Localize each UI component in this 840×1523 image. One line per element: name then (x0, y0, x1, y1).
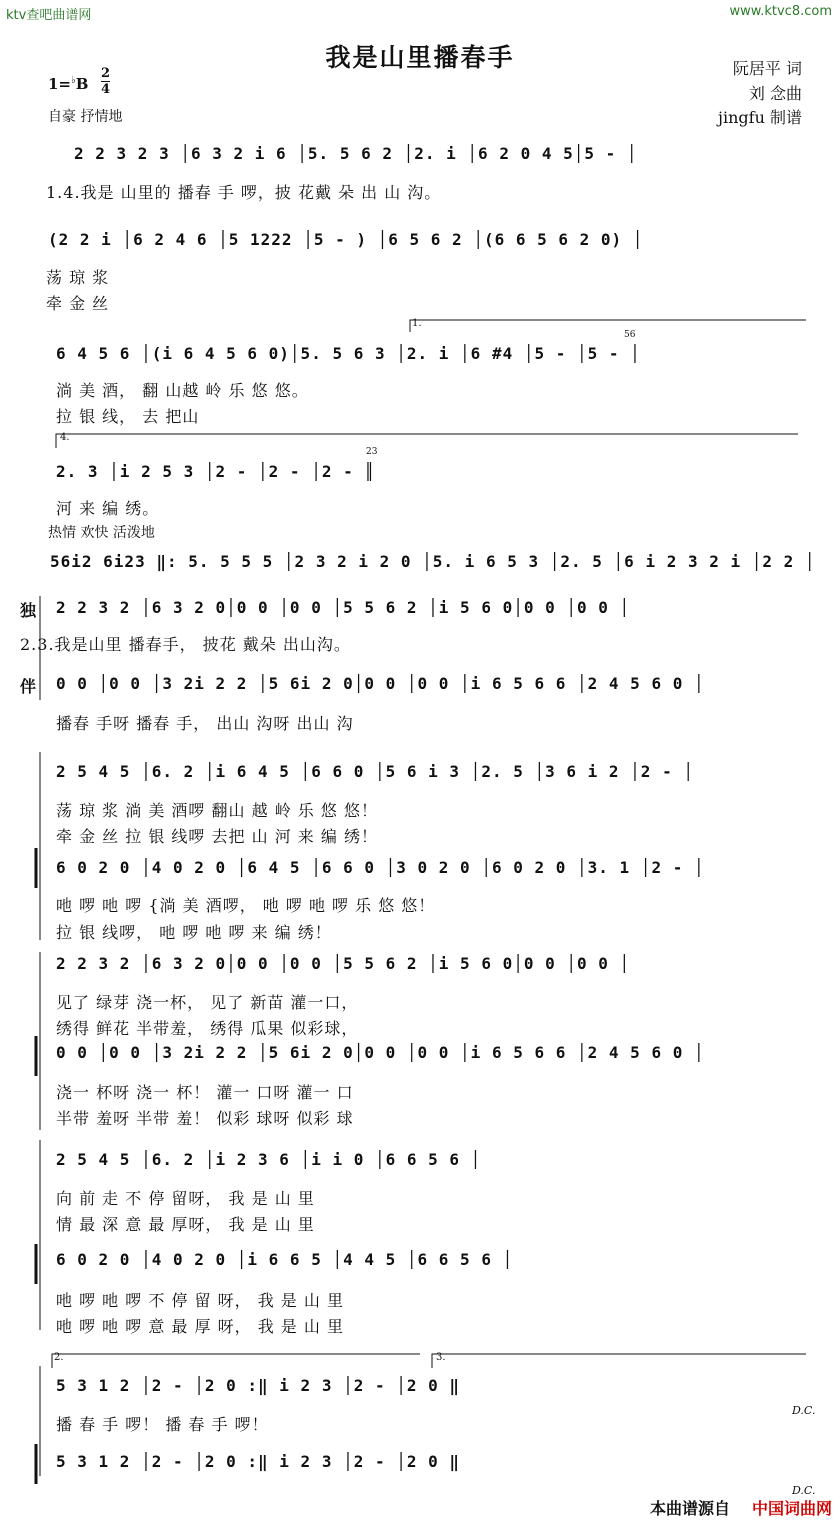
lyrics-row-11b: 半带 羞呀 半带 羞！ 似彩 球呀 似彩 球 (56, 1109, 354, 1128)
lyricist-credit: 阮居平 词 (732, 59, 802, 78)
lyrics-row-6: 2.3.我是山里 播春手， 披花 戴朵 出山沟。 (20, 635, 351, 654)
lyrics-row-2b: 牵 金 丝 (46, 294, 110, 313)
notation-row-7: 0 0 │0 0 │3 2i 2 2 │5 6i 2 0│0 0 │0 0 │i 6 5 6 6 │2 4 5 6 0 │ (56, 674, 705, 693)
key-signature: 1=♭B (48, 75, 89, 93)
lyrics-row-12a: 向 前 走 不 停 留呀， 我 是 山 里 (56, 1189, 315, 1208)
lyrics-row-4: 河 来 编 绣。 (56, 499, 160, 518)
notation-row-15: 5 3 1 2 │2 - │2 0 :‖ i 2 3 │2 - │2 0 ‖ (56, 1452, 461, 1471)
ending-4-marker: 4. (60, 432, 70, 443)
lyrics-row-12b: 情 最 深 意 最 厚呀， 我 是 山 里 (56, 1215, 315, 1234)
notation-row-10: 2 2 3 2 │6 3 2 0│0 0 │0 0 │5 5 6 2 │i 5 6 0│0 0 │0 0 │ (56, 954, 631, 973)
lyrics-row-8b: 牵 金 丝 拉 银 线啰 去把 山 河 来 编 绣！ (56, 827, 378, 846)
ending-2-marker: 2. (54, 1352, 64, 1363)
notation-row-9: 6 0 2 0 │4 0 2 0 │6 4 5 │6 6 0 │3 0 2 0 │6 0 2 0 │3. 1 │2 - │ (56, 858, 705, 877)
lyrics-row-9a: 吔 啰 吔 啰 {淌 美 酒啰， 吔 啰 吔 啰 乐 悠 悠！ (56, 896, 436, 915)
lyrics-row-9b: 拉 银 线啰， 吔 啰 吔 啰 来 编 绣！ (56, 923, 332, 942)
lyrics-row-2a: 荡 琼 浆 (46, 268, 110, 287)
composer-credit: 刘 念曲 (748, 84, 802, 103)
notation-row-4: 2. 3 │i 2 5 3 │2 - │2 - │2 - ║ (56, 462, 375, 481)
notation-row-2: (2 2 i │6 2 4 6 │5 1222 │5 - ) │6 5 6 2 │(6 6 5 6 2 0) │ (48, 230, 644, 249)
lyrics-row-1: 1.4.我是 山里的 播春 手 啰，披 花戴 朵 出 山 沟。 (46, 183, 442, 202)
song-title: 我是山里播春手 (325, 43, 515, 72)
notation-row-6: 2 2 3 2 │6 3 2 0│0 0 │0 0 │5 5 6 2 │i 5 6 0│0 0 │0 0 │ (56, 598, 631, 617)
transcriber-credit: jingfu 制谱 (718, 108, 802, 127)
ending-bracket-4 (56, 434, 798, 448)
notation-row-8: 2 5 4 5 │6. 2 │i 6 4 5 │6 6 0 │5 6 i 3 │2. 5 │3 6 i 2 │2 - │ (56, 762, 694, 781)
footer-source-label: 本曲谱源自 (649, 1499, 730, 1518)
lyrics-row-14: 播 春 手 啰！ 播 春 手 啰！ (56, 1415, 269, 1434)
lyrics-row-10b: 绣得 鲜花 半带羞， 绣得 瓜果 似彩球， (56, 1019, 359, 1038)
watermark-left: ktv查吧曲谱网 (6, 8, 92, 23)
expression-marking: 自豪 抒情地 (48, 109, 123, 125)
accompaniment-label: 伴 (20, 677, 37, 696)
ending-bracket-1 (410, 320, 806, 332)
grace-note-2: 23 (366, 447, 378, 457)
ending-1-marker: 1. (412, 318, 422, 329)
lyrics-row-13b: 吔 啰 吔 啰 意 最 厚 呀， 我 是 山 里 (56, 1317, 344, 1336)
lyrics-row-10a: 见了 绿芽 浇一杯， 见了 新苗 灌一口， (56, 993, 359, 1012)
notation-row-5: 56i2 6i23 ‖: 5. 5 5 5 │2 3 2 i 2 0 │5. i 6 5 3 │2. 5 │6 i 2 3 2 i │2 2 │ (50, 552, 816, 571)
time-signature: 2 4 (101, 66, 111, 97)
notation-row-11: 0 0 │0 0 │3 2i 2 2 │5 6i 2 0│0 0 │0 0 │i 6 5 6 6 │2 4 5 6 0 │ (56, 1043, 705, 1062)
lyrics-row-3a: 淌 美 酒， 翻 山越 岭 乐 悠 悠。 (56, 381, 309, 400)
notation-row-1: 2 2 3 2 3 │6 3 2 i 6 │5. 5 6 2 │2. i │6 2 0 4 5│5 - │ (74, 144, 638, 163)
lyrics-row-8a: 荡 琼 浆 淌 美 酒啰 翻山 越 岭 乐 悠 悠！ (56, 801, 378, 820)
dc-marker-2: D.C. (792, 1484, 816, 1497)
dc-marker-1: D.C. (792, 1404, 816, 1417)
ending-bracket-2 (52, 1354, 420, 1368)
footer-site-name: 中国词曲网 (751, 1499, 832, 1518)
ending-bracket-3 (432, 1354, 806, 1368)
ending-3-marker: 3. (436, 1352, 446, 1363)
notation-row-3: 6 4 5 6 │(i 6 4 5 6 0)│5. 5 6 3 │2. i │6 #4 │5 - │5 - │ (56, 344, 641, 363)
lyrics-row-3b: 拉 银 线， 去 把山 (56, 407, 200, 426)
notation-row-13: 6 0 2 0 │4 0 2 0 │i 6 6 5 │4 4 5 │6 6 5 6 │ (56, 1250, 514, 1269)
grace-note-1: 56 (624, 330, 636, 340)
notation-row-14: 5 3 1 2 │2 - │2 0 :‖ i 2 3 │2 - │2 0 ‖ (56, 1376, 461, 1395)
solo-label: 独 (20, 601, 37, 620)
watermark-right: www.ktvc8.com (729, 4, 832, 19)
lyrics-row-11a: 浇一 杯呀 浇一 杯！ 灌一 口呀 灌一 口 (56, 1083, 354, 1102)
expression-marking-2: 热情 欢快 活泼地 (48, 525, 155, 541)
notation-row-12: 2 5 4 5 │6. 2 │i 2 3 6 │i i 0 │6 6 5 6 │ (56, 1150, 482, 1169)
lyrics-row-13a: 吔 啰 吔 啰 不 停 留 呀， 我 是 山 里 (56, 1291, 344, 1310)
lyrics-row-7: 播春 手呀 播春 手， 出山 沟呀 出山 沟 (56, 714, 354, 733)
